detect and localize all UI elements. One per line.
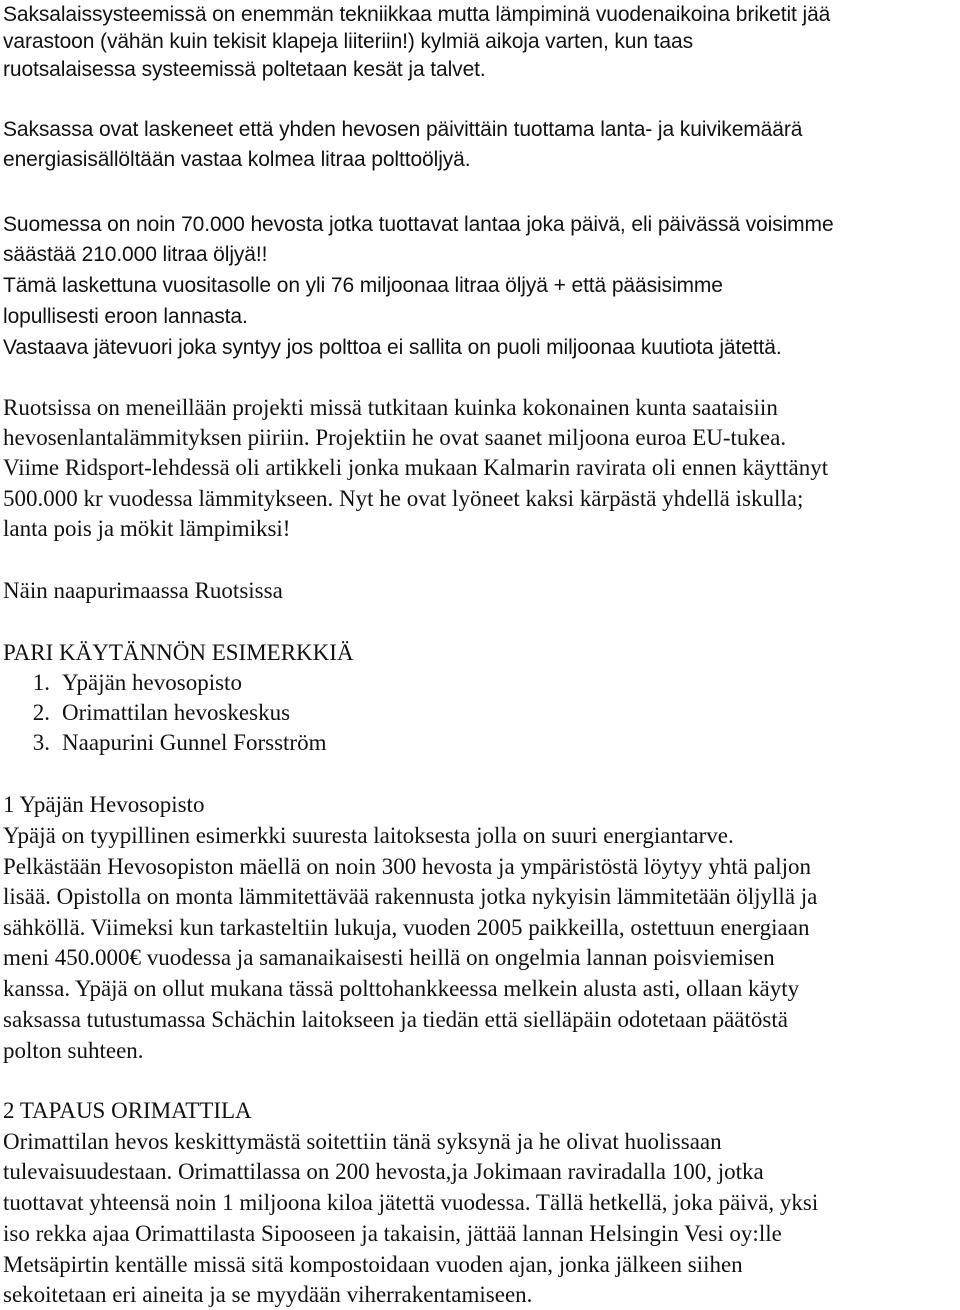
list-text: Orimattilan hevoskeskus <box>62 700 291 725</box>
paragraph-line: Pelkästään Hevosopiston mäellä on noin 300 hevosta ja ympäristöstä löytyy yhtä paljon <box>3 854 812 879</box>
section-note: Näin naapurimaassa Ruotsissa <box>3 578 283 603</box>
paragraph-line: Vastaava jätevuori joka syntyy jos polttoa ei sallita on puoli miljoonaa kuutiota jätettä. <box>3 336 782 359</box>
paragraph-line: sähköllä. Viimeksi kun tarkasteltiin lukuja, vuoden 2005 paikkeilla, ostettuun energiaan <box>3 915 810 940</box>
paragraph-line: Viime Ridsport-lehdessä oli artikkeli jonka mukaan Kalmarin ravirata oli ennen käyttänyt <box>3 455 829 480</box>
paragraph-line: lopullisesti eroon lannasta. <box>3 305 248 328</box>
paragraph-line: säästää 210.000 litraa öljyä!! <box>3 243 268 266</box>
paragraph-line: polton suhteen. <box>3 1038 144 1063</box>
list-item <box>3 698 290 728</box>
list-number: 1. <box>32 670 50 695</box>
paragraph-line: lisää. Opistolla on monta lämmitettävää rakennusta jotka nykyisin lämmitetään öljyllä ja <box>3 884 818 909</box>
paragraph-line: Orimattilan hevos keskittymästä soitettiin tänä syksynä ja he olivat huolissaan <box>3 1129 722 1154</box>
paragraph-line: iso rekka ajaa Orimattilasta Sipooseen ja takaisin, jättää lannan Helsingin Vesi oy:lle <box>3 1221 782 1246</box>
examples-heading: PARI KÄYTÄNNÖN ESIMERKKIÄ <box>3 640 354 665</box>
paragraph-line: Saksassa ovat laskeneet että yhden hevosen päivittäin tuottama lanta- ja kuivikemäärä <box>3 118 803 141</box>
paragraph-line: saksassa tutustumassa Schächin laitokseen ja tiedän että sielläpäin odotetaan päätöstä <box>3 1007 788 1032</box>
paragraph-line: Saksalaissysteemissä on enemmän tekniikkaa mutta lämpiminä vuodenaikoina briketit jää <box>3 3 831 26</box>
list-number: 2. <box>32 700 50 725</box>
list-number: 3. <box>32 730 50 755</box>
section-heading: 2 TAPAUS ORIMATTILA <box>3 1098 252 1123</box>
paragraph-line: sekoitetaan eri aineita ja se myydään viherrakentamiseen. <box>3 1282 533 1307</box>
paragraph-line: Ruotsissa on meneillään projekti missä tutkitaan kuinka kokonainen kunta saataisiin <box>3 395 778 420</box>
paragraph-line: lanta pois ja mökit lämpimiksi! <box>3 516 291 541</box>
paragraph-line: hevosenlantalämmityksen piiriin. Projektiin he ovat saanet miljoona euroa EU-tukea. <box>3 425 787 450</box>
paragraph-line: tulevaisuudestaan. Orimattilassa on 200 hevosta,ja Jokimaan raviradalla 100, jotka <box>3 1159 764 1184</box>
paragraph-line: Ypäjä on tyypillinen esimerkki suuresta laitoksesta jolla on suuri energiantarve. <box>3 823 734 848</box>
list-text: Ypäjän hevosopisto <box>62 670 242 695</box>
paragraph-line: tuottavat yhteensä noin 1 miljoona kiloa jätettä vuodessa. Tällä hetkellä, joka päivä, yksi <box>3 1190 819 1215</box>
paragraph-line: ruotsalaisessa systeemissä poltetaan kesät ja talvet. <box>3 58 486 81</box>
paragraph-line: kanssa. Ypäjä on ollut mukana tässä polttohankkeessa melkein alusta asti, ollaan käyty <box>3 976 800 1001</box>
list-item <box>3 728 326 758</box>
paragraph-line: 500.000 kr vuodessa lämmitykseen. Nyt he ovat lyöneet kaksi kärpästä yhdellä iskulla; <box>3 486 804 511</box>
paragraph-line: Suomessa on noin 70.000 hevosta jotka tuottavat lantaa joka päivä, eli päivässä voisimme <box>3 213 834 236</box>
paragraph-line: Tämä laskettuna vuositasolle on yli 76 miljoonaa litraa öljyä + että pääsisimme <box>3 274 723 297</box>
paragraph-line: meni 450.000€ vuodessa ja samanaikaisesti heillä on ongelmia lannan poisviemisen <box>3 945 775 970</box>
paragraph-line: Metsäpirtin kentälle missä sitä kompostoidaan vuoden ajan, jonka jälkeen siihen <box>3 1252 743 1277</box>
section-heading: 1 Ypäjän Hevosopisto <box>3 792 205 817</box>
paragraph-line: varastoon (vähän kuin tekisit klapeja liiteriin!) kylmiä aikoja varten, kun taas <box>3 30 693 53</box>
paragraph-line: energiasisällöltään vastaa kolmea litraa polttoöljyä. <box>3 148 471 171</box>
list-text: Naapurini Gunnel Forsström <box>62 730 327 755</box>
list-item <box>3 668 242 698</box>
